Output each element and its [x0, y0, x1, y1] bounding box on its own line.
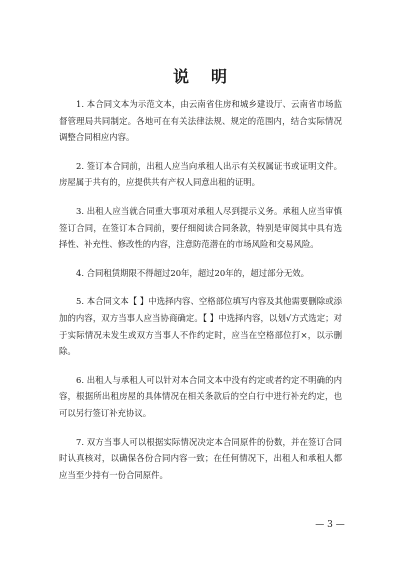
paragraph-3: 3. 出租人应当就合同重大事项对承租人尽到提示义务。承租人应当审慎签订合同，在签订本合同前，要仔细阅读合同条款，特别是审阅其中具有选择性、补充性、修改性的内容，注意防范潜在的市场风险和交易风险。	[59, 205, 342, 250]
paragraph-7: 7. 双方当事人可以根据实际情况决定本合同原件的份数，并在签订合同时认真核对，以确保各份合同内容一致；在任何情况下，出租人和承租人都应当至少持有一份合同原件。	[59, 436, 342, 480]
instructions-body	[59, 96, 342, 495]
paragraph-4: 4. 合同租赁期限不得超过20年，超过20年的，超过部分无效。	[76, 267, 309, 278]
paragraph-1: 1. 本合同文本为示范文本，由云南省住房和城乡建设厅、云南省市场监督管理局共同制定。各地可在有关法律法规、规定的范围内，结合实际情况调整合同相应内容。	[59, 99, 342, 143]
page-title: 说明	[172, 67, 249, 86]
paragraph-2: 2. 签订本合同前，出租人应当向承租人出示有关权属证书或证明文件。房屋属于共有的，应提供共有产权人同意出租的证明。	[59, 160, 342, 188]
paragraph-5: 5. 本合同文本【 】中选择内容、空格部位填写内容及其他需要删除或添加的内容，双方当事人应当协商确定。【 】中选择内容，以划√方式选定；对于实际情况未发生或双方当事人不作约定时，应当在空格部位打×，以示删除。	[59, 296, 342, 357]
paragraph-6: 6. 出租人与承租人可以针对本合同文本中没有约定或者约定不明确的内容，根据所出租房屋的具体情况在相关条款后的空白行中进行补充约定，也可以另行签订补充协议。	[59, 374, 342, 418]
page-number: — 3 —	[315, 520, 345, 530]
